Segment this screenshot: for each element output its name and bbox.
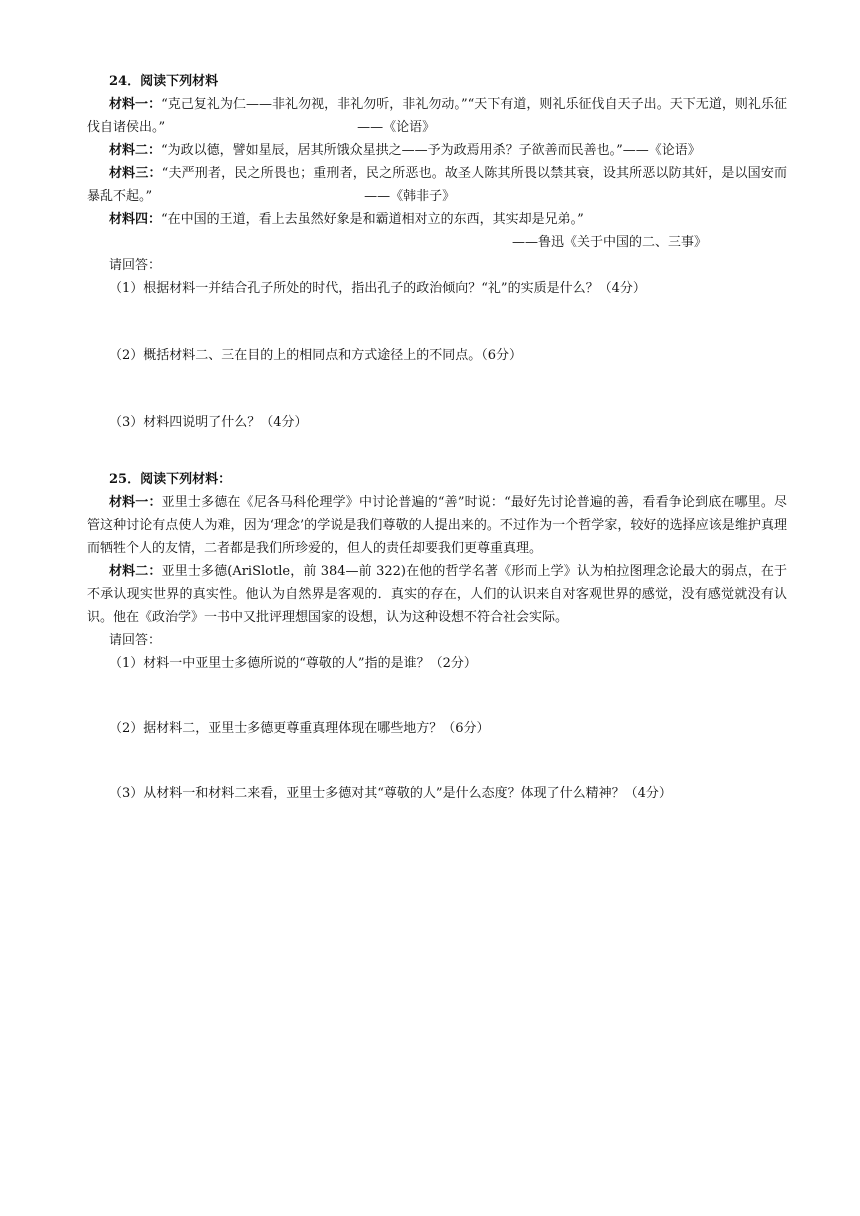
q25-sub-question-3: （3）从材料一和材料二来看，亚里士多德对其“尊敬的人”是什么态度？体现了什么精神？（4分） [109,786,672,801]
question-25-title: 25．阅读下列材料： [109,472,232,487]
q24-material-1-text: “克己复礼为仁——非礼勿视，非礼勿听，非礼勿动。”“天下有道，则礼乐征伐自天子出。天下无道，则礼乐征伐自诸侯出。” [87,97,787,135]
q25-prompt: 请回答： [109,633,162,648]
q25-sub-question-1: （1）材料一中亚里士多德所说的“尊敬的人”指的是谁？（2分） [109,656,477,671]
question-24 [87,70,787,434]
answer-space [87,675,787,717]
q25-material-2-label: 材料二： [109,564,162,579]
question-25 [87,468,787,805]
q24-material-3-label: 材料三： [109,166,162,181]
q24-material-4-label: 材料四： [109,212,162,227]
q24-material-4 [87,208,787,231]
answer-space [87,367,787,411]
q24-material-1 [87,93,787,139]
q24-sub-question-3: （3）材料四说明了什么？（4分） [109,415,308,430]
q24-material-4-text: “在中国的王道，看上去虽然好象是和霸道相对立的东西，其实却是兄弟。” [161,212,584,227]
q24-prompt: 请回答： [109,258,162,273]
q24-material-2-text: “为政以德，譬如星辰，居其所饿众星拱之——予为政焉用杀？子欲善而民善也。”——《论语》 [161,143,701,158]
q24-material-2-label: 材料二： [109,143,162,158]
q25-material-1-label: 材料一： [109,495,162,510]
q24-material-1-label: 材料一： [109,97,162,112]
q25-material-2 [87,560,787,629]
q24-material-4-source: ——鲁迅《关于中国的二、三事》 [511,235,707,250]
q24-material-3 [87,162,787,208]
q24-sub-question-2: （2）概括材料二、三在目的上的相同点和方式途径上的不同点。（6分） [109,348,523,363]
q25-material-2-text: 亚里士多德(AriSlotle，前 384—前 322)在他的哲学名著《形而上学》认为柏拉图理念论最大的弱点，在于不承认现实世界的真实性。他认为自然界是客观的．真实的存在，人们的认识来自对客观世界的感觉，没有感觉就没有认识。他在《政治学》一书中又批评理想国家的设想，认为这种设想不符合社会实际。 [87,564,787,625]
q24-material-1-source: ——《论语》 [357,120,436,135]
q24-material-2 [87,139,787,162]
q24-sub-question-1: （1）根据材料一并结合孔子所处的时代，指出孔子的政治倾向？“礼”的实质是什么？（4分） [109,281,646,296]
q25-sub-question-2: （2）据材料二，亚里士多德更尊重真理体现在哪些地方？（6分） [109,721,490,736]
question-24-title: 24．阅读下列材料 [109,74,219,89]
q24-material-3-text: “夫严刑者，民之所畏也；重刑者，民之所恶也。故圣人陈其所畏以禁其衰，设其所恶以防其奸，是以国安而暴乱不起。” [87,166,787,204]
answer-space [87,300,787,344]
q24-material-3-source: ——《韩非子》 [364,189,456,204]
q25-material-1 [87,491,787,560]
q25-material-1-text: 亚里士多德在《尼各马科伦理学》中讨论普遍的“善”时说：“最好先讨论普遍的善，看看争论到底在哪里。尽管这种讨论有点使人为难，因为‘理念’的学说是我们尊敬的人提出来的。不过作为一个哲学家，较好的选择应该是维护真理而牺牲个人的友情，二者都是我们所珍爱的，但人的责任却要我们更尊重真理。 [87,495,787,556]
answer-space [87,740,787,782]
